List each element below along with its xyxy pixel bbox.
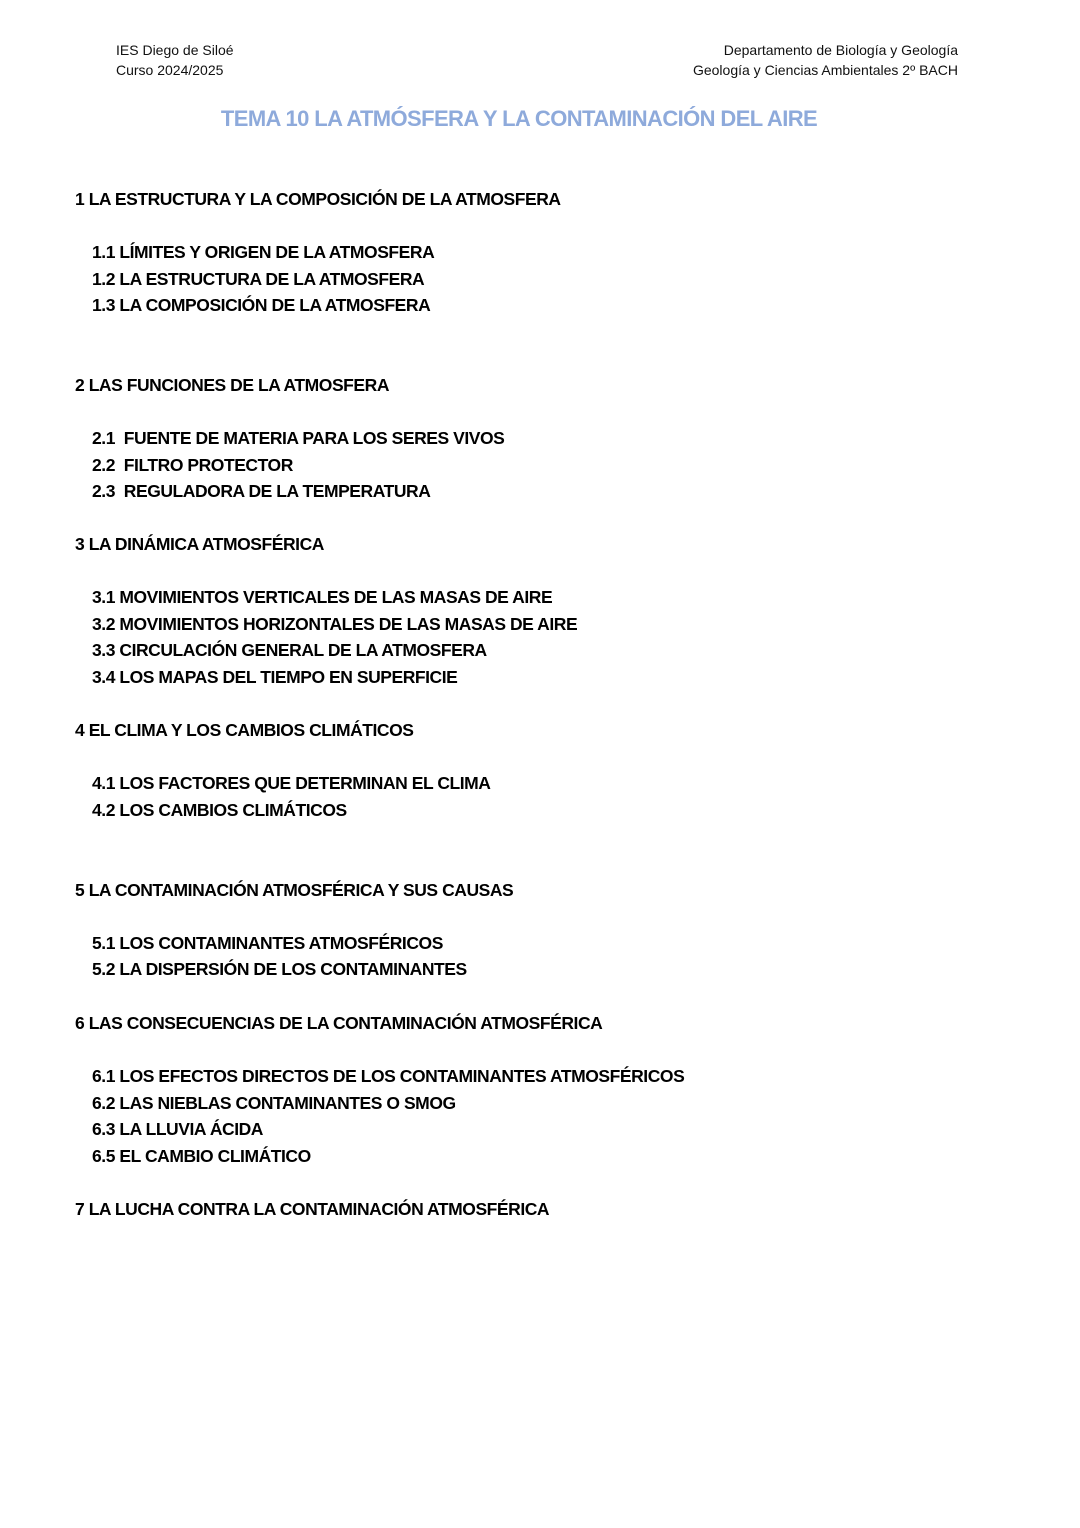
subsection: 6.2 LAS NIEBLAS CONTAMINANTES O SMOG: [92, 1093, 456, 1113]
subsection: 1.3 LA COMPOSICIÓN DE LA ATMOSFERA: [92, 295, 431, 315]
subsection: 4.1 LOS FACTORES QUE DETERMINAN EL CLIMA: [92, 773, 491, 793]
header-right: [693, 40, 958, 80]
subsection: 2.3 REGULADORA DE LA TEMPERATURA: [92, 481, 431, 501]
section-heading: 1 LA ESTRUCTURA Y LA COMPOSICIÓN DE LA ATMOSFERA: [75, 189, 561, 209]
subsection: 6.3 LA LLUVIA ÁCIDA: [92, 1119, 263, 1139]
section-heading: 7 LA LUCHA CONTRA LA CONTAMINACIÓN ATMOSFÉRICA: [75, 1199, 550, 1219]
subsection: 3.1 MOVIMIENTOS VERTICALES DE LAS MASAS DE AIRE: [92, 587, 553, 607]
section-heading: 6 LAS CONSECUENCIAS DE LA CONTAMINACIÓN ATMOSFÉRICA: [75, 1013, 603, 1033]
section-heading: 4 EL CLIMA Y LOS CAMBIOS CLIMÁTICOS: [75, 720, 414, 740]
subsection: 2.1 FUENTE DE MATERIA PARA LOS SERES VIVOS: [92, 428, 505, 448]
course-year: Curso 2024/2025: [116, 62, 224, 78]
page-title: TEMA 10 LA ATMÓSFERA Y LA CONTAMINACIÓN DEL AIRE: [220, 106, 818, 131]
subsection: 1.1 LÍMITES Y ORIGEN DE LA ATMOSFERA: [92, 242, 435, 262]
subsection: 2.2 FILTRO PROTECTOR: [92, 455, 293, 475]
section-heading: 3 LA DINÁMICA ATMOSFÉRICA: [75, 534, 324, 554]
header-left: [116, 40, 234, 80]
school-name: IES Diego de Siloé: [116, 42, 234, 58]
subsection: 6.5 EL CAMBIO CLIMÁTICO: [92, 1146, 311, 1166]
subsection: 6.1 LOS EFECTOS DIRECTOS DE LOS CONTAMINANTES ATMOSFÉRICOS: [92, 1066, 685, 1086]
section-heading: 5 LA CONTAMINACIÓN ATMOSFÉRICA Y SUS CAUSAS: [75, 880, 514, 900]
section-heading: 2 LAS FUNCIONES DE LA ATMOSFERA: [75, 375, 390, 395]
subsection: 3.2 MOVIMIENTOS HORIZONTALES DE LAS MASAS DE AIRE: [92, 614, 578, 634]
department: Departamento de Biología y Geología: [723, 42, 958, 58]
subsection: 3.4 LOS MAPAS DEL TIEMPO EN SUPERFICIE: [92, 667, 458, 687]
subject: Geología y Ciencias Ambientales 2º BACH: [692, 62, 958, 78]
subsection: 1.2 LA ESTRUCTURA DE LA ATMOSFERA: [92, 269, 425, 289]
subsection: 3.3 CIRCULACIÓN GENERAL DE LA ATMOSFERA: [92, 640, 487, 660]
subsection: 5.2 LA DISPERSIÓN DE LOS CONTAMINANTES: [92, 959, 467, 979]
subsection: 5.1 LOS CONTAMINANTES ATMOSFÉRICOS: [92, 933, 443, 953]
subsection: 4.2 LOS CAMBIOS CLIMÁTICOS: [92, 800, 347, 820]
